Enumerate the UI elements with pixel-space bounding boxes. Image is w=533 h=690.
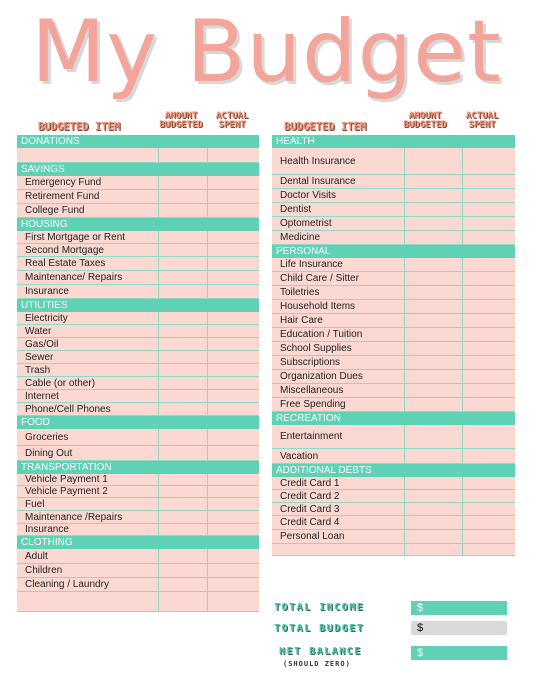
budget-row xyxy=(272,449,515,464)
budget-row xyxy=(17,446,259,461)
amount-budgeted-cell[interactable] xyxy=(158,148,208,162)
budget-item-label: Dining Out xyxy=(25,447,73,459)
budget-row xyxy=(272,258,515,272)
amount-budgeted-cell[interactable] xyxy=(158,564,208,577)
actual-spent-cell[interactable] xyxy=(462,449,515,463)
budget-row xyxy=(17,148,259,163)
amount-budgeted-cell[interactable] xyxy=(404,175,463,188)
section-header-housing: HOUSING xyxy=(17,218,259,231)
budget-item-label: Trash xyxy=(25,364,51,376)
budget-row xyxy=(272,314,515,328)
budget-item-label: Emergency Fund xyxy=(25,177,102,188)
actual-spent-cell[interactable] xyxy=(462,490,515,502)
budget-row xyxy=(17,549,259,564)
budget-item-label: Adult xyxy=(25,550,48,562)
total-budget-label: TOTAL BUDGET xyxy=(274,623,365,634)
section-header-personal: PERSONAL xyxy=(272,245,515,258)
section-header-food: FOOD xyxy=(17,416,259,429)
actual-spent-cell[interactable] xyxy=(462,503,515,515)
budget-item-label: Personal Loan xyxy=(280,531,345,542)
actual-spent-cell[interactable] xyxy=(207,364,259,376)
budget-item-label: Vehicle Payment 2 xyxy=(25,486,108,497)
budget-row xyxy=(272,148,515,175)
budget-row xyxy=(17,204,259,218)
amount-budgeted-cell[interactable] xyxy=(158,204,208,217)
amount-budgeted-cell[interactable] xyxy=(158,578,208,591)
amount-budgeted-cell[interactable] xyxy=(158,338,208,350)
total-income-label: TOTAL INCOME xyxy=(274,602,365,613)
actual-spent-cell[interactable] xyxy=(207,578,259,591)
budget-row xyxy=(17,511,259,524)
budget-item-label: Groceries xyxy=(25,431,69,443)
budget-row xyxy=(272,384,515,398)
budget-row xyxy=(17,403,259,416)
budget-row xyxy=(272,503,515,516)
budget-row xyxy=(272,490,515,503)
actual-spent-cell[interactable] xyxy=(462,530,515,543)
amount-budgeted-cell[interactable] xyxy=(404,477,463,489)
amount-budgeted-cell[interactable] xyxy=(404,544,463,555)
amount-budgeted-cell[interactable] xyxy=(158,511,208,523)
budget-item-label: Subscriptions xyxy=(280,357,341,368)
amount-budgeted-cell[interactable] xyxy=(404,231,463,244)
amount-budgeted-cell[interactable] xyxy=(158,312,208,324)
section-header-savings: SAVINGS xyxy=(17,163,259,176)
budget-row xyxy=(17,257,259,271)
amount-budgeted-cell[interactable] xyxy=(404,148,463,174)
amount-budgeted-cell[interactable] xyxy=(404,530,463,543)
amount-budgeted-cell[interactable] xyxy=(404,328,463,341)
amount-budgeted-cell[interactable] xyxy=(404,490,463,502)
actual-spent-cell[interactable] xyxy=(207,377,259,389)
total-income-field[interactable]: $ xyxy=(411,601,507,615)
header-budgeted-item-right: BUDGETED ITEM xyxy=(284,121,367,133)
amount-budgeted-cell[interactable] xyxy=(404,300,463,313)
actual-spent-cell[interactable] xyxy=(462,217,515,230)
actual-spent-cell[interactable] xyxy=(462,384,515,397)
header-actual-spent-left: ACTUAL SPENT xyxy=(215,111,249,130)
section-header-additional-debts: ADDITIONAL DEBTS xyxy=(272,464,515,477)
budget-item-label: Children xyxy=(25,565,63,576)
actual-spent-cell[interactable] xyxy=(207,204,259,217)
budget-row xyxy=(17,498,259,511)
budget-row xyxy=(272,272,515,286)
actual-spent-cell[interactable] xyxy=(462,425,515,448)
budget-item-label: Dental Insurance xyxy=(280,176,356,187)
budget-row xyxy=(272,217,515,231)
header-budgeted-item-left: BUDGETED ITEM xyxy=(38,121,121,133)
actual-spent-cell[interactable] xyxy=(462,398,515,411)
actual-spent-cell[interactable] xyxy=(207,390,259,402)
amount-budgeted-cell[interactable] xyxy=(158,257,208,270)
actual-spent-cell[interactable] xyxy=(207,403,259,415)
amount-budgeted-cell[interactable] xyxy=(404,356,463,369)
amount-budgeted-cell[interactable] xyxy=(404,217,463,230)
budget-item-label: Dentist xyxy=(280,204,312,215)
budget-row xyxy=(272,516,515,530)
actual-spent-cell[interactable] xyxy=(207,312,259,324)
budget-row xyxy=(17,244,259,257)
amount-budgeted-cell[interactable] xyxy=(158,176,208,189)
amount-budgeted-cell[interactable] xyxy=(158,403,208,415)
amount-budgeted-cell[interactable] xyxy=(158,429,208,445)
budget-item-label: Household Items xyxy=(280,301,356,312)
actual-spent-cell[interactable] xyxy=(462,370,515,383)
budget-item-label: School Supplies xyxy=(280,343,352,354)
actual-spent-cell[interactable] xyxy=(462,328,515,341)
budget-row xyxy=(17,578,259,592)
budget-row xyxy=(17,564,259,578)
budget-row xyxy=(17,312,259,325)
budget-item-label: Maintenance/ Repairs xyxy=(25,272,123,283)
budget-item-label: Real Estate Taxes xyxy=(25,258,106,269)
amount-budgeted-cell[interactable] xyxy=(158,377,208,389)
budget-row xyxy=(272,286,515,300)
section-header-recreation: RECREATION xyxy=(272,412,515,425)
budget-item-label: Free Spending xyxy=(280,399,346,410)
header-actual-spent-right: ACTUAL SPENT xyxy=(465,111,499,130)
budget-item-label: Electricity xyxy=(25,312,68,324)
budget-row xyxy=(17,390,259,403)
actual-spent-cell[interactable] xyxy=(462,300,515,313)
actual-spent-cell[interactable] xyxy=(207,592,259,611)
budget-item-label: Credit Card 2 xyxy=(280,490,340,502)
amount-budgeted-cell[interactable] xyxy=(158,271,208,284)
amount-budgeted-cell[interactable] xyxy=(404,398,463,411)
budget-item-label: Water xyxy=(25,325,52,337)
budget-item-label: Credit Card 1 xyxy=(280,477,340,489)
net-balance-field[interactable]: $ xyxy=(411,646,507,660)
budget-item-label: Sewer xyxy=(25,351,54,363)
budget-item-label: First Mortgage or Rent xyxy=(25,231,126,243)
amount-budgeted-cell[interactable] xyxy=(404,425,463,448)
actual-spent-cell[interactable] xyxy=(462,342,515,355)
budget-item-label: Miscellaneous xyxy=(280,385,344,396)
budget-row xyxy=(272,425,515,449)
budget-row xyxy=(17,364,259,377)
section-header-utilities: UTILITIES xyxy=(17,299,259,312)
actual-spent-cell[interactable] xyxy=(207,524,259,535)
actual-spent-cell[interactable] xyxy=(207,244,259,256)
budget-row xyxy=(17,231,259,244)
amount-budgeted-cell[interactable] xyxy=(404,503,463,515)
amount-budgeted-cell[interactable] xyxy=(158,498,208,510)
amount-budgeted-cell[interactable] xyxy=(158,524,208,535)
amount-budgeted-cell[interactable] xyxy=(158,364,208,376)
actual-spent-cell[interactable] xyxy=(207,231,259,243)
actual-spent-cell[interactable] xyxy=(207,190,259,203)
budget-item-label: Insurance xyxy=(25,524,69,535)
budget-row xyxy=(272,544,515,556)
budget-row xyxy=(272,300,515,314)
section-header-transportation: TRANSPORTATION xyxy=(17,461,259,474)
actual-spent-cell[interactable] xyxy=(462,477,515,489)
total-budget-field[interactable]: $ xyxy=(411,621,507,635)
budget-item-label: Maintenance /Repairs xyxy=(25,511,123,523)
amount-budgeted-cell[interactable] xyxy=(158,351,208,363)
budget-item-label: Toiletries xyxy=(280,287,320,298)
budget-item-label: Gas/Oil xyxy=(25,338,59,350)
budget-item-label: Credit Card 3 xyxy=(280,503,340,515)
actual-spent-cell[interactable] xyxy=(462,544,515,555)
budget-row xyxy=(272,328,515,342)
section-header-health: HEALTH xyxy=(272,135,515,148)
actual-spent-cell[interactable] xyxy=(207,325,259,337)
amount-budgeted-cell[interactable] xyxy=(158,446,208,460)
actual-spent-cell[interactable] xyxy=(207,429,259,445)
actual-spent-cell[interactable] xyxy=(462,231,515,244)
budget-row xyxy=(17,592,259,612)
actual-spent-cell[interactable] xyxy=(207,446,259,460)
actual-spent-cell[interactable] xyxy=(462,516,515,529)
amount-budgeted-cell[interactable] xyxy=(158,592,208,611)
budget-row xyxy=(272,370,515,384)
amount-budgeted-cell[interactable] xyxy=(158,244,208,256)
actual-spent-cell[interactable] xyxy=(462,148,515,174)
actual-spent-cell[interactable] xyxy=(207,271,259,284)
amount-budgeted-cell[interactable] xyxy=(404,342,463,355)
budget-item-label: Phone/Cell Phones xyxy=(25,403,111,415)
amount-budgeted-cell[interactable] xyxy=(404,258,463,271)
amount-budgeted-cell[interactable] xyxy=(158,325,208,337)
right-budget-column xyxy=(272,135,515,556)
budget-row xyxy=(272,342,515,356)
budget-row xyxy=(272,203,515,217)
budget-item-label: Optometrist xyxy=(280,218,332,229)
budget-row xyxy=(17,486,259,498)
budget-row xyxy=(17,377,259,390)
budget-row xyxy=(17,271,259,285)
actual-spent-cell[interactable] xyxy=(207,176,259,189)
amount-budgeted-cell[interactable] xyxy=(404,189,463,202)
actual-spent-cell[interactable] xyxy=(207,498,259,510)
budget-item-label: College Fund xyxy=(25,205,85,216)
actual-spent-cell[interactable] xyxy=(207,511,259,523)
section-header-clothing: CLOTHING xyxy=(17,536,259,549)
budget-item-label: Education / Tuition xyxy=(280,329,363,340)
amount-budgeted-cell[interactable] xyxy=(404,286,463,299)
header-amount-budgeted-left: AMOUNT BUDGETED xyxy=(159,111,203,130)
budget-item-label: Health Insurance xyxy=(280,155,356,167)
budget-item-label: Insurance xyxy=(25,286,69,297)
budget-item-label: Vacation xyxy=(280,450,319,462)
budget-item-label: Cleaning / Laundry xyxy=(25,579,109,590)
budget-item-label: Medicine xyxy=(280,232,321,243)
amount-budgeted-cell[interactable] xyxy=(404,384,463,397)
budget-row xyxy=(17,429,259,446)
budget-row xyxy=(17,285,259,299)
net-balance-label: NET BALANCE xyxy=(279,646,362,657)
budget-item-label: Child Care / Sitter xyxy=(280,273,359,284)
budget-item-label: Life Insurance xyxy=(280,259,343,270)
budget-row xyxy=(17,351,259,364)
actual-spent-cell[interactable] xyxy=(462,356,515,369)
budget-row xyxy=(272,398,515,412)
actual-spent-cell[interactable] xyxy=(207,148,259,162)
left-budget-column xyxy=(17,135,259,612)
budget-row xyxy=(272,356,515,370)
budget-item-label: Hair Care xyxy=(280,315,323,326)
amount-budgeted-cell[interactable] xyxy=(158,486,208,497)
amount-budgeted-cell[interactable] xyxy=(404,314,463,327)
amount-budgeted-cell[interactable] xyxy=(158,231,208,243)
budget-item-label: Vehicle Payment 1 xyxy=(25,474,108,485)
budget-row xyxy=(17,190,259,204)
net-balance-note: (SHOULD ZERO) xyxy=(283,660,351,668)
amount-budgeted-cell[interactable] xyxy=(404,516,463,529)
budget-row xyxy=(17,474,259,486)
budget-row xyxy=(17,338,259,351)
budget-item-label: Retirement Fund xyxy=(25,191,100,202)
amount-budgeted-cell[interactable] xyxy=(404,370,463,383)
amount-budgeted-cell[interactable] xyxy=(404,272,463,285)
budget-item-label: Second Mortgage xyxy=(25,244,104,256)
actual-spent-cell[interactable] xyxy=(462,272,515,285)
actual-spent-cell[interactable] xyxy=(462,175,515,188)
amount-budgeted-cell[interactable] xyxy=(158,549,208,563)
header-amount-budgeted-right: AMOUNT BUDGETED xyxy=(403,111,447,130)
amount-budgeted-cell[interactable] xyxy=(158,474,208,485)
amount-budgeted-cell[interactable] xyxy=(404,449,463,463)
actual-spent-cell[interactable] xyxy=(462,203,515,216)
budget-row xyxy=(17,524,259,536)
actual-spent-cell[interactable] xyxy=(207,564,259,577)
budget-item-label: Cable (or other) xyxy=(25,377,96,389)
budget-item-label: Internet xyxy=(25,390,59,402)
budget-row xyxy=(272,477,515,490)
actual-spent-cell[interactable] xyxy=(462,286,515,299)
budget-item-label: Entertainment xyxy=(280,431,343,442)
budget-row xyxy=(272,189,515,203)
actual-spent-cell[interactable] xyxy=(462,314,515,327)
actual-spent-cell[interactable] xyxy=(207,549,259,563)
actual-spent-cell[interactable] xyxy=(207,285,259,298)
actual-spent-cell[interactable] xyxy=(207,351,259,363)
page-title: My Budget xyxy=(31,2,502,102)
budget-item-label: Organization Dues xyxy=(280,371,363,382)
budget-row xyxy=(272,530,515,544)
actual-spent-cell[interactable] xyxy=(462,258,515,271)
actual-spent-cell[interactable] xyxy=(207,486,259,497)
budget-row xyxy=(17,325,259,338)
amount-budgeted-cell[interactable] xyxy=(158,190,208,203)
budget-item-label: Doctor Visits xyxy=(280,190,336,201)
budget-row xyxy=(272,231,515,245)
section-header-donations: DONATIONS xyxy=(17,135,259,148)
actual-spent-cell[interactable] xyxy=(207,338,259,350)
actual-spent-cell[interactable] xyxy=(462,189,515,202)
amount-budgeted-cell[interactable] xyxy=(158,390,208,402)
budget-item-label: Credit Card 4 xyxy=(280,517,340,528)
budget-item-label: Fuel xyxy=(25,498,45,510)
budget-row xyxy=(272,175,515,189)
actual-spent-cell[interactable] xyxy=(207,474,259,485)
budget-row xyxy=(17,176,259,190)
amount-budgeted-cell[interactable] xyxy=(158,285,208,298)
actual-spent-cell[interactable] xyxy=(207,257,259,270)
amount-budgeted-cell[interactable] xyxy=(404,203,463,216)
